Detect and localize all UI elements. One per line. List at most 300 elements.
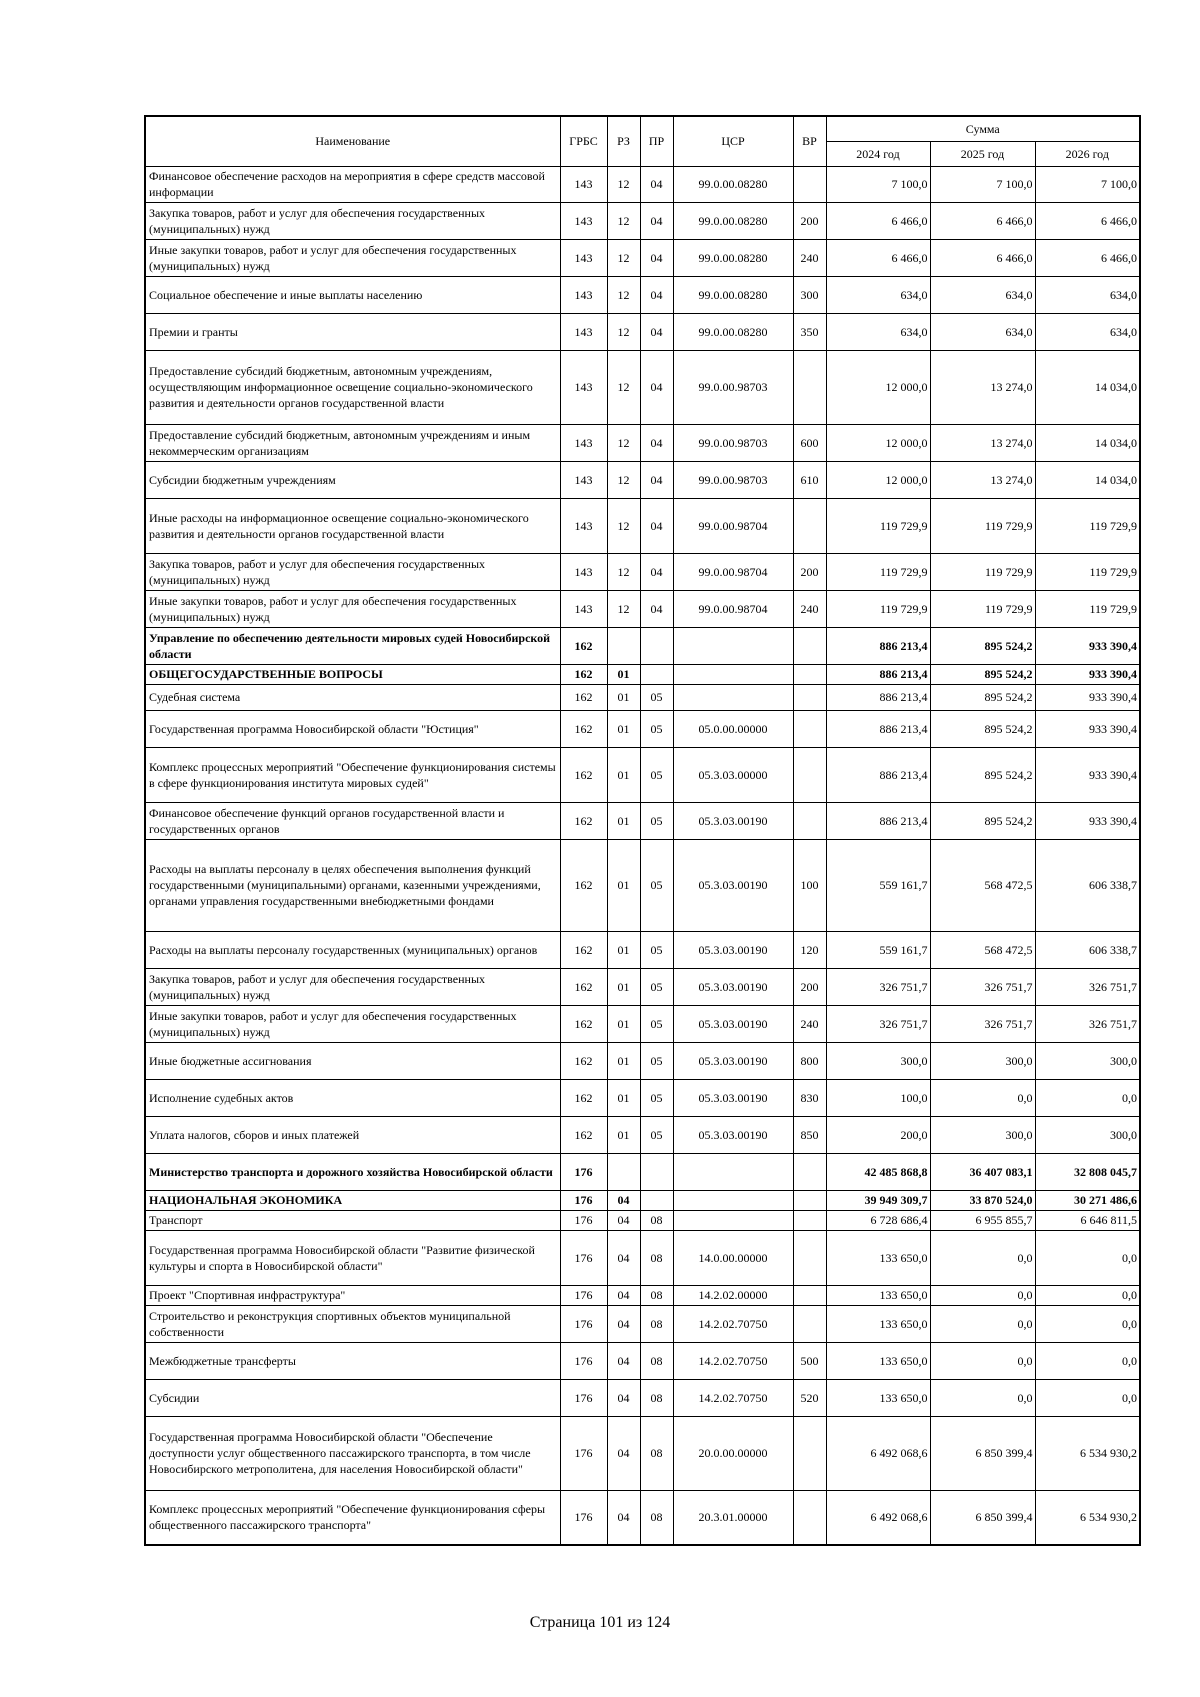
row-sum-2025: 568 472,5 [930, 931, 1035, 968]
row-csr: 05.3.03.00190 [673, 802, 793, 839]
row-grbs: 176 [560, 1379, 607, 1416]
row-name: Министерство транспорта и дорожного хозяйства Новосибирской области [145, 1153, 560, 1190]
header-grbs: ГРБС [560, 116, 607, 166]
table-row [145, 747, 1140, 802]
row-pr [640, 1190, 673, 1210]
row-name: Транспорт [145, 1210, 560, 1230]
row-sum-2025: 326 751,7 [930, 968, 1035, 1005]
row-grbs: 176 [560, 1416, 607, 1490]
row-grbs: 162 [560, 968, 607, 1005]
row-pr: 05 [640, 968, 673, 1005]
row-sum-2024: 12 000,0 [826, 424, 930, 461]
row-grbs: 162 [560, 684, 607, 710]
row-csr: 99.0.00.98704 [673, 590, 793, 627]
row-sum-2025: 13 274,0 [930, 424, 1035, 461]
row-rz: 12 [607, 461, 640, 498]
row-name: Уплата налогов, сборов и иных платежей [145, 1116, 560, 1153]
row-csr [673, 1210, 793, 1230]
row-sum-2026: 0,0 [1035, 1230, 1140, 1285]
row-sum-2026: 6 466,0 [1035, 239, 1140, 276]
row-vr [793, 1416, 826, 1490]
row-sum-2024: 133 650,0 [826, 1285, 930, 1305]
row-rz: 01 [607, 931, 640, 968]
row-grbs: 143 [560, 239, 607, 276]
row-sum-2026: 933 390,4 [1035, 684, 1140, 710]
row-sum-2024: 119 729,9 [826, 498, 930, 553]
row-rz: 01 [607, 684, 640, 710]
row-name: Предоставление субсидий бюджетным, автономным учреждениям и иным некоммерческим организациям [145, 424, 560, 461]
row-pr: 05 [640, 839, 673, 931]
table-body [145, 166, 1140, 1545]
row-sum-2024: 133 650,0 [826, 1379, 930, 1416]
row-sum-2025: 119 729,9 [930, 498, 1035, 553]
row-grbs: 143 [560, 498, 607, 553]
row-grbs: 143 [560, 553, 607, 590]
row-pr: 08 [640, 1305, 673, 1342]
row-sum-2024: 326 751,7 [826, 1005, 930, 1042]
header-name: Наименование [145, 116, 560, 166]
row-sum-2024: 200,0 [826, 1116, 930, 1153]
row-rz: 12 [607, 553, 640, 590]
row-sum-2024: 6 492 068,6 [826, 1490, 930, 1545]
table-row [145, 1005, 1140, 1042]
table-row [145, 664, 1140, 684]
row-name: Управление по обеспечению деятельности мировых судей Новосибирской области [145, 627, 560, 664]
row-sum-2026: 6 534 930,2 [1035, 1490, 1140, 1545]
row-rz: 04 [607, 1342, 640, 1379]
row-vr: 300 [793, 276, 826, 313]
row-sum-2026: 0,0 [1035, 1342, 1140, 1379]
row-vr [793, 1305, 826, 1342]
row-sum-2026: 6 646 811,5 [1035, 1210, 1140, 1230]
row-sum-2026: 6 534 930,2 [1035, 1416, 1140, 1490]
row-sum-2026: 14 034,0 [1035, 350, 1140, 424]
row-sum-2026: 326 751,7 [1035, 1005, 1140, 1042]
row-vr: 200 [793, 968, 826, 1005]
row-csr [673, 1190, 793, 1210]
row-sum-2024: 886 213,4 [826, 710, 930, 747]
row-vr: 500 [793, 1342, 826, 1379]
header-year-2024: 2024 год [826, 141, 930, 166]
row-name: Иные закупки товаров, работ и услуг для обеспечения государственных (муниципальных) нужд [145, 239, 560, 276]
row-sum-2025: 33 870 524,0 [930, 1190, 1035, 1210]
row-pr: 04 [640, 553, 673, 590]
row-sum-2026: 7 100,0 [1035, 166, 1140, 202]
row-sum-2024: 886 213,4 [826, 802, 930, 839]
row-sum-2024: 12 000,0 [826, 461, 930, 498]
row-pr [640, 664, 673, 684]
row-name: Комплекс процессных мероприятий "Обеспечение функционирования сферы общественного пассажирского транспорта" [145, 1490, 560, 1545]
row-grbs: 143 [560, 166, 607, 202]
row-sum-2024: 6 466,0 [826, 239, 930, 276]
row-csr: 05.3.03.00190 [673, 1005, 793, 1042]
row-grbs: 143 [560, 350, 607, 424]
row-sum-2024: 6 466,0 [826, 202, 930, 239]
table-row [145, 1210, 1140, 1230]
row-sum-2024: 133 650,0 [826, 1342, 930, 1379]
header-rz: РЗ [607, 116, 640, 166]
row-vr [793, 664, 826, 684]
row-name: Закупка товаров, работ и услуг для обеспечения государственных (муниципальных) нужд [145, 968, 560, 1005]
row-csr: 05.3.03.00190 [673, 839, 793, 931]
row-grbs: 176 [560, 1285, 607, 1305]
row-sum-2024: 559 161,7 [826, 931, 930, 968]
row-csr [673, 684, 793, 710]
row-sum-2026: 634,0 [1035, 313, 1140, 350]
row-sum-2025: 634,0 [930, 276, 1035, 313]
row-pr: 08 [640, 1285, 673, 1305]
row-rz: 04 [607, 1379, 640, 1416]
row-rz: 12 [607, 590, 640, 627]
row-name: Расходы на выплаты персоналу государственных (муниципальных) органов [145, 931, 560, 968]
row-name: Финансовое обеспечение расходов на мероприятия в сфере средств массовой информации [145, 166, 560, 202]
row-sum-2026: 933 390,4 [1035, 627, 1140, 664]
row-sum-2024: 559 161,7 [826, 839, 930, 931]
row-name: Закупка товаров, работ и услуг для обеспечения государственных (муниципальных) нужд [145, 202, 560, 239]
row-sum-2026: 300,0 [1035, 1116, 1140, 1153]
row-sum-2024: 119 729,9 [826, 553, 930, 590]
row-sum-2026: 300,0 [1035, 1042, 1140, 1079]
row-sum-2025: 895 524,2 [930, 627, 1035, 664]
row-sum-2026: 0,0 [1035, 1285, 1140, 1305]
row-csr: 99.0.00.08280 [673, 276, 793, 313]
row-name: ОБЩЕГОСУДАРСТВЕННЫЕ ВОПРОСЫ [145, 664, 560, 684]
header-sum: Сумма [826, 116, 1140, 141]
row-pr: 05 [640, 747, 673, 802]
row-grbs: 162 [560, 1042, 607, 1079]
table-row [145, 498, 1140, 553]
row-sum-2024: 6 728 686,4 [826, 1210, 930, 1230]
row-vr: 120 [793, 931, 826, 968]
row-name: Государственная программа Новосибирской области "Обеспечение доступности услуг общественного пассажирского транспорта, в том числе Новосибирского метрополитена, для населения Новосибирской области" [145, 1416, 560, 1490]
row-grbs: 143 [560, 202, 607, 239]
row-sum-2026: 606 338,7 [1035, 839, 1140, 931]
row-sum-2026: 933 390,4 [1035, 710, 1140, 747]
row-pr: 04 [640, 424, 673, 461]
row-pr: 04 [640, 350, 673, 424]
row-pr: 05 [640, 684, 673, 710]
row-csr [673, 664, 793, 684]
row-sum-2025: 6 466,0 [930, 202, 1035, 239]
row-grbs: 162 [560, 1116, 607, 1153]
row-pr: 08 [640, 1210, 673, 1230]
row-pr: 04 [640, 590, 673, 627]
row-sum-2026: 32 808 045,7 [1035, 1153, 1140, 1190]
row-csr: 05.3.03.00000 [673, 747, 793, 802]
row-csr: 14.2.02.70750 [673, 1379, 793, 1416]
row-csr: 20.3.01.00000 [673, 1490, 793, 1545]
row-pr: 04 [640, 239, 673, 276]
row-pr: 05 [640, 1005, 673, 1042]
table-row [145, 684, 1140, 710]
page-number: Страница 101 из 124 [529, 1614, 671, 1631]
row-sum-2026: 933 390,4 [1035, 664, 1140, 684]
row-vr: 800 [793, 1042, 826, 1079]
row-grbs: 162 [560, 1079, 607, 1116]
row-vr: 240 [793, 239, 826, 276]
row-csr [673, 1153, 793, 1190]
row-vr: 830 [793, 1079, 826, 1116]
table-row [145, 1342, 1140, 1379]
row-rz: 01 [607, 1116, 640, 1153]
row-rz: 01 [607, 1042, 640, 1079]
row-sum-2026: 6 466,0 [1035, 202, 1140, 239]
row-sum-2024: 326 751,7 [826, 968, 930, 1005]
header-pr: ПР [640, 116, 673, 166]
row-sum-2025: 119 729,9 [930, 553, 1035, 590]
row-grbs: 162 [560, 747, 607, 802]
row-rz: 01 [607, 747, 640, 802]
row-csr [673, 627, 793, 664]
row-csr: 99.0.00.08280 [673, 202, 793, 239]
row-name: НАЦИОНАЛЬНАЯ ЭКОНОМИКА [145, 1190, 560, 1210]
row-grbs: 176 [560, 1342, 607, 1379]
row-vr [793, 166, 826, 202]
row-sum-2025: 6 850 399,4 [930, 1416, 1035, 1490]
row-vr [793, 802, 826, 839]
row-rz: 04 [607, 1190, 640, 1210]
row-csr: 14.2.02.00000 [673, 1285, 793, 1305]
row-sum-2024: 133 650,0 [826, 1305, 930, 1342]
row-rz: 04 [607, 1230, 640, 1285]
table-row [145, 202, 1140, 239]
row-sum-2026: 0,0 [1035, 1079, 1140, 1116]
row-grbs: 143 [560, 276, 607, 313]
row-name: Иные бюджетные ассигнования [145, 1042, 560, 1079]
table-row [145, 1416, 1140, 1490]
row-name: Расходы на выплаты персоналу в целях обеспечения выполнения функций государственными (муниципальными) органами, казенными учреждениями, органами управления государственными внебюджетными фондами [145, 839, 560, 931]
table-row [145, 350, 1140, 424]
row-sum-2024: 886 213,4 [826, 747, 930, 802]
row-vr: 850 [793, 1116, 826, 1153]
row-vr [793, 747, 826, 802]
row-sum-2025: 7 100,0 [930, 166, 1035, 202]
row-grbs: 176 [560, 1153, 607, 1190]
row-sum-2024: 100,0 [826, 1079, 930, 1116]
table-row [145, 1079, 1140, 1116]
table-row [145, 1305, 1140, 1342]
row-rz: 12 [607, 166, 640, 202]
row-pr: 05 [640, 931, 673, 968]
row-csr: 14.2.02.70750 [673, 1305, 793, 1342]
row-name: Государственная программа Новосибирской области "Развитие физической культуры и спорта в Новосибирской области" [145, 1230, 560, 1285]
row-name: Субсидии бюджетным учреждениям [145, 461, 560, 498]
table-row [145, 313, 1140, 350]
row-sum-2026: 933 390,4 [1035, 747, 1140, 802]
row-rz: 01 [607, 802, 640, 839]
row-grbs: 143 [560, 590, 607, 627]
row-csr: 14.0.00.00000 [673, 1230, 793, 1285]
budget-table [144, 115, 1141, 1546]
table-row [145, 1230, 1140, 1285]
row-pr: 05 [640, 1079, 673, 1116]
row-vr [793, 710, 826, 747]
row-sum-2024: 119 729,9 [826, 590, 930, 627]
row-pr: 04 [640, 313, 673, 350]
row-name: Проект "Спортивная инфраструктура" [145, 1285, 560, 1305]
row-grbs: 162 [560, 664, 607, 684]
row-vr: 200 [793, 202, 826, 239]
row-grbs: 162 [560, 710, 607, 747]
row-sum-2025: 13 274,0 [930, 350, 1035, 424]
row-sum-2025: 119 729,9 [930, 590, 1035, 627]
row-rz: 12 [607, 498, 640, 553]
header-vr: ВР [793, 116, 826, 166]
row-grbs: 176 [560, 1230, 607, 1285]
row-sum-2025: 0,0 [930, 1305, 1035, 1342]
row-name: Иные закупки товаров, работ и услуг для обеспечения государственных (муниципальных) нужд [145, 1005, 560, 1042]
row-sum-2026: 14 034,0 [1035, 461, 1140, 498]
row-sum-2025: 300,0 [930, 1116, 1035, 1153]
row-csr: 99.0.00.08280 [673, 239, 793, 276]
row-sum-2025: 6 850 399,4 [930, 1490, 1035, 1545]
table-row [145, 1153, 1140, 1190]
row-sum-2024: 6 492 068,6 [826, 1416, 930, 1490]
row-sum-2025: 0,0 [930, 1342, 1035, 1379]
table-row [145, 1116, 1140, 1153]
row-vr [793, 684, 826, 710]
table-row [145, 276, 1140, 313]
row-rz: 04 [607, 1305, 640, 1342]
row-grbs: 176 [560, 1210, 607, 1230]
header-year-2026: 2026 год [1035, 141, 1140, 166]
row-sum-2026: 933 390,4 [1035, 802, 1140, 839]
row-name: Иные расходы на информационное освещение социально-экономического развития и деятельности органов государственной власти [145, 498, 560, 553]
row-csr: 99.0.00.98703 [673, 461, 793, 498]
table-row [145, 627, 1140, 664]
row-rz: 04 [607, 1210, 640, 1230]
row-name: Премии и гранты [145, 313, 560, 350]
row-vr: 610 [793, 461, 826, 498]
row-rz: 01 [607, 664, 640, 684]
row-sum-2025: 0,0 [930, 1079, 1035, 1116]
row-name: Судебная система [145, 684, 560, 710]
row-pr: 04 [640, 166, 673, 202]
row-sum-2026: 326 751,7 [1035, 968, 1140, 1005]
row-name: Финансовое обеспечение функций органов государственной власти и государственных органов [145, 802, 560, 839]
row-vr [793, 1190, 826, 1210]
row-name: Строительство и реконструкция спортивных объектов муниципальной собственности [145, 1305, 560, 1342]
row-sum-2024: 886 213,4 [826, 664, 930, 684]
row-csr: 99.0.00.98704 [673, 498, 793, 553]
row-rz [607, 1153, 640, 1190]
row-grbs: 162 [560, 1005, 607, 1042]
row-rz: 12 [607, 350, 640, 424]
row-csr: 05.0.00.00000 [673, 710, 793, 747]
table-header [145, 116, 1140, 166]
row-vr [793, 350, 826, 424]
row-csr: 99.0.00.08280 [673, 313, 793, 350]
table-row [145, 839, 1140, 931]
row-sum-2024: 886 213,4 [826, 684, 930, 710]
row-rz: 01 [607, 839, 640, 931]
row-grbs: 143 [560, 313, 607, 350]
row-sum-2024: 39 949 309,7 [826, 1190, 930, 1210]
row-pr: 05 [640, 1042, 673, 1079]
row-sum-2026: 30 271 486,6 [1035, 1190, 1140, 1210]
row-sum-2026: 0,0 [1035, 1379, 1140, 1416]
row-csr: 05.3.03.00190 [673, 1116, 793, 1153]
row-pr: 05 [640, 1116, 673, 1153]
row-rz: 12 [607, 313, 640, 350]
row-grbs: 176 [560, 1305, 607, 1342]
row-sum-2026: 606 338,7 [1035, 931, 1140, 968]
row-grbs: 162 [560, 627, 607, 664]
row-pr: 05 [640, 710, 673, 747]
row-grbs: 143 [560, 424, 607, 461]
row-sum-2026: 0,0 [1035, 1305, 1140, 1342]
row-name: Иные закупки товаров, работ и услуг для обеспечения государственных (муниципальных) нужд [145, 590, 560, 627]
row-sum-2025: 13 274,0 [930, 461, 1035, 498]
row-vr [793, 1285, 826, 1305]
row-vr: 600 [793, 424, 826, 461]
row-pr: 05 [640, 802, 673, 839]
row-sum-2025: 6 955 855,7 [930, 1210, 1035, 1230]
row-sum-2025: 6 466,0 [930, 239, 1035, 276]
table-row [145, 1379, 1140, 1416]
table-row [145, 802, 1140, 839]
row-pr: 08 [640, 1342, 673, 1379]
row-sum-2025: 568 472,5 [930, 839, 1035, 931]
row-sum-2025: 634,0 [930, 313, 1035, 350]
table-row [145, 424, 1140, 461]
row-pr: 04 [640, 498, 673, 553]
row-sum-2024: 133 650,0 [826, 1230, 930, 1285]
row-csr: 20.0.00.00000 [673, 1416, 793, 1490]
row-sum-2025: 895 524,2 [930, 684, 1035, 710]
row-rz: 12 [607, 424, 640, 461]
row-name: Межбюджетные трансферты [145, 1342, 560, 1379]
budget-table-container [144, 115, 1139, 1546]
row-vr: 240 [793, 590, 826, 627]
row-vr: 200 [793, 553, 826, 590]
table-row [145, 166, 1140, 202]
row-name: Исполнение судебных актов [145, 1079, 560, 1116]
row-vr [793, 1153, 826, 1190]
row-pr: 08 [640, 1230, 673, 1285]
table-row [145, 1190, 1140, 1210]
row-vr [793, 1210, 826, 1230]
table-row [145, 553, 1140, 590]
row-pr: 08 [640, 1416, 673, 1490]
row-rz: 04 [607, 1490, 640, 1545]
row-csr: 99.0.00.98704 [673, 553, 793, 590]
row-grbs: 176 [560, 1490, 607, 1545]
row-csr: 99.0.00.98703 [673, 350, 793, 424]
row-pr: 04 [640, 461, 673, 498]
row-rz: 04 [607, 1285, 640, 1305]
row-vr: 100 [793, 839, 826, 931]
row-sum-2025: 895 524,2 [930, 747, 1035, 802]
row-sum-2026: 119 729,9 [1035, 553, 1140, 590]
row-vr [793, 627, 826, 664]
row-sum-2026: 119 729,9 [1035, 498, 1140, 553]
row-grbs: 162 [560, 839, 607, 931]
row-rz: 12 [607, 239, 640, 276]
row-csr: 99.0.00.08280 [673, 166, 793, 202]
row-sum-2025: 895 524,2 [930, 664, 1035, 684]
row-sum-2024: 886 213,4 [826, 627, 930, 664]
row-sum-2025: 0,0 [930, 1379, 1035, 1416]
row-name: Комплекс процессных мероприятий "Обеспечение функционирования системы в сфере функционирования института мировых судей" [145, 747, 560, 802]
row-rz: 01 [607, 968, 640, 1005]
table-row [145, 710, 1140, 747]
row-pr: 04 [640, 276, 673, 313]
row-vr: 520 [793, 1379, 826, 1416]
table-row [145, 931, 1140, 968]
row-name: Закупка товаров, работ и услуг для обеспечения государственных (муниципальных) нужд [145, 553, 560, 590]
row-sum-2024: 300,0 [826, 1042, 930, 1079]
